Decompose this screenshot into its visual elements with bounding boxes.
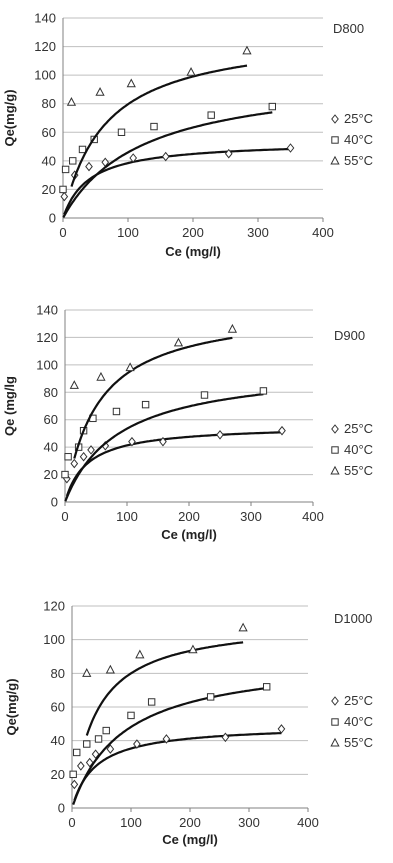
data-point-triangle: [97, 373, 105, 380]
legend-marker-square: [332, 447, 338, 453]
legend-marker-triangle: [331, 739, 339, 746]
chart-panel-d800: [0, 0, 393, 285]
data-point-triangle: [71, 381, 79, 388]
data-point-diamond: [78, 762, 84, 770]
y-tick-label: 40: [41, 153, 56, 169]
data-point-square: [62, 471, 68, 477]
y-tick-label: 0: [57, 800, 65, 816]
legend-marker-triangle: [331, 467, 339, 474]
data-point-square: [264, 684, 270, 690]
y-axis-title: Qe (mg/lg: [2, 376, 17, 436]
chart-svg-d900: [0, 290, 393, 560]
fit-line-diamond: [64, 149, 290, 214]
y-tick-label: 80: [50, 665, 65, 681]
x-tick-label: 300: [240, 509, 262, 524]
data-point-triangle: [187, 68, 195, 75]
legend-label: 55°C: [344, 153, 374, 168]
legend-marker-square: [332, 719, 338, 725]
y-tick-label: 100: [34, 67, 56, 83]
x-tick-label: 400: [302, 509, 324, 524]
data-point-square: [260, 388, 266, 394]
y-tick-label: 60: [43, 412, 58, 428]
legend-label: 25°C: [344, 693, 374, 708]
x-tick-label: 300: [238, 815, 260, 830]
data-point-square: [62, 166, 68, 172]
data-point-square: [95, 736, 101, 742]
x-tick-label: 400: [297, 815, 319, 830]
legend-label: 55°C: [344, 463, 374, 478]
x-tick-label: 400: [312, 225, 334, 240]
chart-panel-d900: [0, 290, 393, 560]
legend-label: 40°C: [344, 714, 374, 729]
legend-label: 40°C: [344, 132, 374, 147]
data-point-diamond: [278, 725, 284, 733]
data-point-square: [201, 392, 207, 398]
data-point-square: [70, 771, 76, 777]
data-point-square: [103, 727, 109, 733]
data-point-triangle: [136, 651, 144, 658]
data-point-diamond: [217, 431, 223, 439]
y-tick-label: 20: [43, 467, 58, 483]
data-point-diamond: [222, 733, 228, 741]
panel-label: D900: [334, 328, 366, 343]
x-tick-label: 200: [179, 815, 201, 830]
x-tick-label: 100: [120, 815, 142, 830]
data-point-triangle: [96, 88, 104, 95]
data-point-diamond: [61, 193, 67, 201]
y-tick-label: 80: [43, 384, 58, 400]
data-point-square: [74, 749, 80, 755]
data-point-triangle: [83, 669, 91, 676]
fit-line-diamond: [74, 733, 281, 800]
data-point-diamond: [287, 144, 293, 152]
data-point-square: [79, 146, 85, 152]
chart-svg-d1000: [0, 580, 393, 863]
legend-label: 25°C: [344, 421, 374, 436]
data-point-triangle: [243, 47, 251, 54]
legend-marker-diamond: [332, 115, 338, 123]
data-point-square: [148, 699, 154, 705]
data-point-diamond: [163, 153, 169, 161]
data-point-square: [113, 408, 119, 414]
fit-line-square: [65, 394, 263, 501]
y-tick-label: 120: [36, 329, 58, 345]
data-point-square: [208, 112, 214, 118]
data-point-square: [118, 129, 124, 135]
fit-line-diamond: [67, 432, 282, 496]
fit-line-square: [63, 112, 272, 217]
y-tick-label: 0: [50, 494, 58, 510]
y-tick-label: 100: [36, 357, 58, 373]
data-point-square: [65, 454, 71, 460]
x-tick-label: 0: [61, 509, 69, 524]
x-tick-label: 200: [178, 509, 200, 524]
legend-marker-triangle: [331, 157, 339, 164]
data-point-square: [84, 741, 90, 747]
y-tick-label: 60: [41, 124, 56, 140]
x-axis-title: Ce (mg/l): [162, 832, 218, 847]
legend-label: 40°C: [344, 442, 374, 457]
x-tick-label: 200: [182, 225, 204, 240]
y-tick-label: 140: [36, 302, 58, 318]
y-tick-label: 80: [41, 96, 56, 112]
y-tick-label: 20: [41, 181, 56, 197]
chart-panel-d1000: [0, 580, 393, 863]
data-point-triangle: [107, 666, 115, 673]
y-tick-label: 20: [50, 766, 65, 782]
data-point-diamond: [80, 453, 86, 461]
y-tick-label: 40: [50, 733, 65, 749]
legend-label: 55°C: [344, 735, 374, 750]
data-point-square: [60, 186, 66, 192]
y-tick-label: 120: [43, 598, 65, 614]
y-tick-label: 40: [43, 439, 58, 455]
fit-line-triangle: [87, 642, 243, 735]
data-point-square: [207, 694, 213, 700]
y-tick-label: 0: [48, 210, 56, 226]
x-tick-label: 300: [247, 225, 269, 240]
legend-marker-square: [332, 137, 338, 143]
data-point-triangle: [239, 624, 247, 631]
legend-marker-diamond: [332, 697, 338, 705]
legend-marker-diamond: [332, 425, 338, 433]
data-point-triangle: [127, 80, 135, 87]
x-tick-label: 0: [68, 815, 76, 830]
y-axis-title: Qe(mg/g): [4, 678, 19, 736]
y-tick-label: 60: [50, 699, 65, 715]
y-tick-label: 140: [34, 10, 56, 26]
panel-label: D800: [333, 21, 365, 36]
x-axis-title: Ce (mg/l): [165, 244, 221, 259]
x-tick-label: 0: [59, 225, 67, 240]
data-point-triangle: [68, 98, 76, 105]
data-point-triangle: [229, 325, 237, 332]
x-tick-label: 100: [117, 225, 139, 240]
fit-line-triangle: [72, 66, 248, 187]
data-point-square: [151, 123, 157, 129]
data-point-square: [70, 158, 76, 164]
data-point-triangle: [175, 339, 183, 346]
y-tick-label: 100: [43, 632, 65, 648]
y-tick-label: 120: [34, 39, 56, 55]
data-point-diamond: [86, 163, 92, 171]
chart-svg-d800: [0, 0, 393, 285]
fit-line-square: [73, 688, 267, 805]
data-point-square: [142, 401, 148, 407]
data-point-square: [128, 712, 134, 718]
panel-label: D1000: [334, 611, 373, 626]
data-point-square: [269, 103, 275, 109]
x-tick-label: 100: [116, 509, 138, 524]
x-axis-title: Ce (mg/l): [161, 527, 217, 542]
y-axis-title: Qe(mg/g): [2, 89, 17, 147]
legend-label: 25°C: [344, 111, 374, 126]
data-point-diamond: [71, 460, 77, 468]
